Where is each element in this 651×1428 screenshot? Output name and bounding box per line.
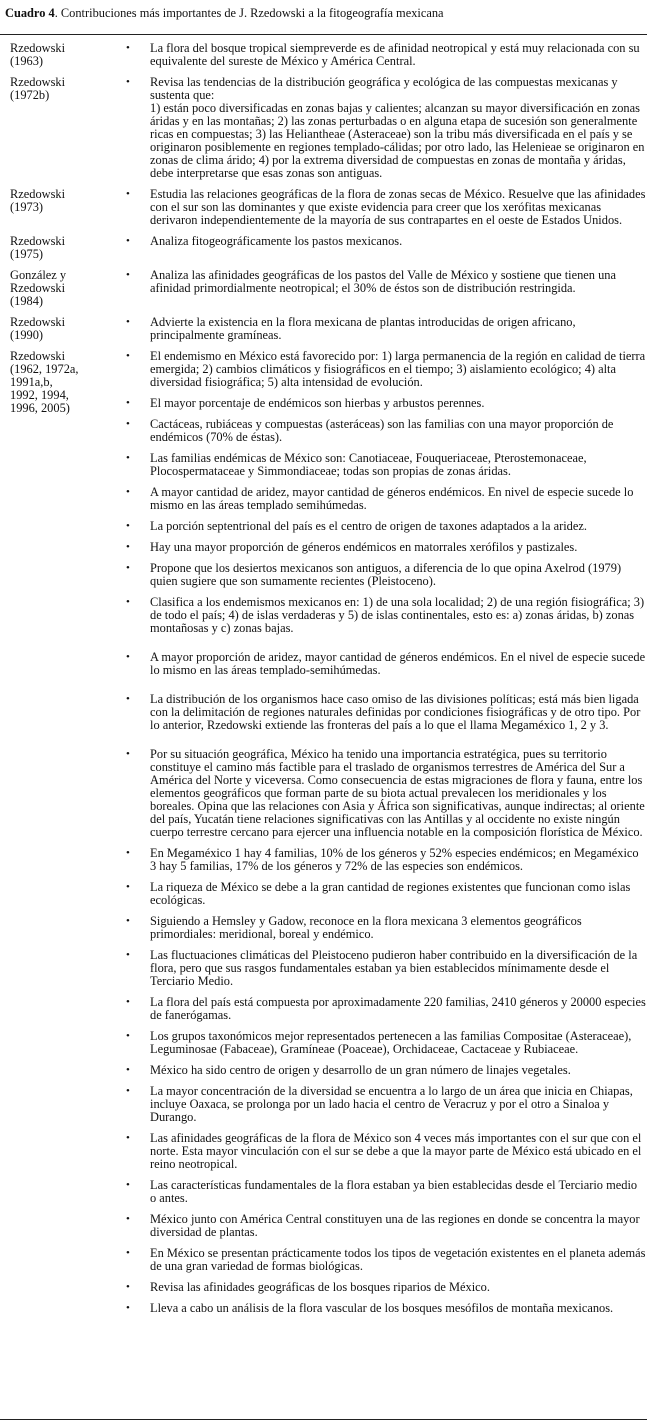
table-row xyxy=(0,235,646,261)
list-item xyxy=(122,693,646,732)
contribution-text: La flora del bosque tropical siempreverde es de afinidad neotropical y está muy relacionada con su equivalente del sureste de México y América Central. xyxy=(150,41,640,68)
contribution-text: La distribución de los organismos hace caso omiso de las divisiones políticas; está más bien ligada con la delimitación de regiones naturales definidas por condiciones fisiográficas y de otro tipo. Por lo anterior, Rzedowski extiende las fronteras del país a lo que el llama Megaméxico 1, 2 y 3. xyxy=(150,692,641,732)
list-item xyxy=(122,1281,646,1294)
bullet-icon: • xyxy=(126,949,130,961)
list-item xyxy=(122,316,646,342)
contribution-text: Las características fundamentales de la flora estaban ya bien establecidas desde el Terciario medio o antes. xyxy=(150,1178,638,1205)
table-row xyxy=(0,350,646,1315)
bullet-icon: • xyxy=(126,269,130,281)
author-cell: Rzedowski (1972b) xyxy=(10,75,66,102)
caption-text: . Contribuciones más importantes de J. Rzedowski a la fitogeografía mexicana xyxy=(54,6,444,20)
contribution-text: Advierte la existencia en la flora mexicana de plantas introducidas de origen africano, principalmente gramíneas. xyxy=(150,315,576,342)
bullet-icon: • xyxy=(126,76,130,88)
bullet-icon: • xyxy=(126,541,130,553)
bullet-icon: • xyxy=(126,350,130,362)
contribution-text: México ha sido centro de origen y desarrollo de un gran número de linajes vegetales. xyxy=(150,1063,571,1077)
list-item xyxy=(122,748,646,839)
contribution-list xyxy=(122,350,646,1315)
contribution-text: La porción septentrional del país es el centro de origen de taxones adaptados a la aridez. xyxy=(150,519,587,533)
list-item xyxy=(122,915,646,941)
contribution-text: A mayor cantidad de aridez, mayor cantidad de géneros endémicos. En nivel de especie sucede lo mismo en las áreas templado semihúmedas. xyxy=(150,485,634,512)
contribution-text: Analiza fitogeográficamente los pastos mexicanos. xyxy=(150,234,403,248)
contribution-text: Estudia las relaciones geográficas de la flora de zonas secas de México. Resuelve que las afinidades con el sur son las dominantes y que existe evidencia para creer que los xerófitas mexicanas derivaron independientemente de la mayoría de sus contrapartes en el oeste de Estados Unidos. xyxy=(150,187,646,227)
table-caption xyxy=(5,7,444,20)
contribution-list xyxy=(122,42,646,68)
contribution-text: Siguiendo a Hemsley y Gadow, reconoce en la flora mexicana 3 elementos geográficos primordiales: meridional, boreal y endémico. xyxy=(150,914,582,941)
contribution-list xyxy=(122,76,646,180)
author-cell: Rzedowski (1975) xyxy=(10,234,66,261)
contribution-text: Revisa las tendencias de la distribución geográfica y ecológica de las compuestas mexicanas y sustenta que: 1) están poco diversificadas en zonas bajas y calientes; alcanzan su mayor diversificación en zonas áridas y en las montañas; 2) las zonas perturbadas o en alguna etapa de sucesión son generalmente ricas en compuestas; 3) las Heliantheae (Asteraceae) son la tribu más diversificada en el país y se originaron posiblemente en regiones templado-cálidas; por otro lado, las Helenieae se originaron en zonas de clima árido; 4) por la extrema diversidad de compuestas en zonas de montaña y áridas, debe interpretarse que esas zonas son antiguas. xyxy=(150,75,645,180)
list-item xyxy=(122,350,646,389)
bullet-icon: • xyxy=(126,1281,130,1293)
list-item xyxy=(122,651,646,677)
contribution-text: Las familias endémicas de México son: Canotiaceae, Fouqueriaceae, Pterostemonaceae, Plocospermataceae y Simmondiaceae; todas son propias de zonas áridas. xyxy=(150,451,587,478)
bullet-icon: • xyxy=(126,316,130,328)
list-item xyxy=(122,1302,646,1315)
bullet-icon: • xyxy=(126,1085,130,1097)
contribution-text: La flora del país está compuesta por aproximadamente 220 familias, 2410 géneros y 20000 especies de fanerógamas. xyxy=(150,995,646,1022)
list-item xyxy=(122,397,646,410)
contribution-list xyxy=(122,316,646,342)
bullet-icon: • xyxy=(126,996,130,1008)
contribution-text: Los grupos taxonómicos mejor representados pertenecen a las familias Compositae (Asteraceae), Leguminosae (Fabaceae), Gramíneae (Poaceae), Orchidaceae, Cactaceae y Rubiaceae. xyxy=(150,1029,632,1056)
author-cell: Rzedowski (1990) xyxy=(10,315,66,342)
contribution-list xyxy=(122,188,646,227)
bullet-icon: • xyxy=(126,1213,130,1225)
contribution-text: Revisa las afinidades geográficas de los bosques riparios de México. xyxy=(150,1280,490,1294)
list-item xyxy=(122,1085,646,1124)
list-item xyxy=(122,562,646,588)
bullet-icon: • xyxy=(126,651,130,663)
bullet-icon: • xyxy=(126,418,130,430)
top-rule xyxy=(0,34,647,35)
bullet-icon: • xyxy=(126,452,130,464)
bullet-icon: • xyxy=(126,596,130,608)
list-item xyxy=(122,76,646,180)
contribution-text: La mayor concentración de la diversidad se encuentra a lo largo de un área que inicia en Chiapas, incluye Oaxaca, se prolonga por un lado hacia el centro de Veracruz y por el otro a Sinaloa y Durango. xyxy=(150,1084,633,1124)
contribution-text: En Megaméxico 1 hay 4 familias, 10% de los géneros y 52% especies endémicos; en Megaméxico 3 hay 5 familias, 17% de los géneros y 72% de las especies son endémicos. xyxy=(150,846,639,873)
list-item xyxy=(122,949,646,988)
contribution-text: Las afinidades geográficas de la flora de México son 4 veces más importantes con el sur que con el norte. Esta mayor vinculación con el sur se debe a que la mayor parte de México está ubicado en el reino neotropical. xyxy=(150,1131,642,1171)
contribution-text: Clasifica a los endemismos mexicanos en: 1) de una sola localidad; 2) de una región fisiográfica; 3) de todo el país; 4) de islas verdaderas y 5) de islas continentales, esto es: a) zonas áridas, b) zonas montañosas y c) zonas bajas. xyxy=(150,595,645,635)
list-item xyxy=(122,452,646,478)
contribution-text: Las fluctuaciones climáticas del Pleistoceno pudieron haber contribuido en la diversificación de la flora, pero que sus rasgos fundamentales estaban ya bien establecidos mínimamente desde el Terciario Medio. xyxy=(150,948,638,988)
bullet-icon: • xyxy=(126,881,130,893)
author-cell: Rzedowski (1973) xyxy=(10,187,66,214)
bullet-icon: • xyxy=(126,188,130,200)
bullet-icon: • xyxy=(126,562,130,574)
contribution-text: El endemismo en México está favorecido por: 1) larga permanencia de la región en calidad de tierra emergida; 2) cambios climáticos y fisiográficos en el tiempo; 3) aislamiento ecológico; 4) alta diversidad fisiográfica; 5) alta intensidad de evolución. xyxy=(150,349,646,389)
list-item xyxy=(122,235,646,248)
bullet-icon: • xyxy=(126,1247,130,1259)
contribution-text: En México se presentan prácticamente todos los tipos de vegetación existentes en el planeta además de una gran variedad de formas biológicas. xyxy=(150,1246,646,1273)
list-item xyxy=(122,42,646,68)
list-item xyxy=(122,881,646,907)
bullet-icon: • xyxy=(126,520,130,532)
bullet-icon: • xyxy=(126,1064,130,1076)
contribution-text: Analiza las afinidades geográficas de los pastos del Valle de México y sostiene que tienen una afinidad primordialmente neotropical; el 30% de éstos son de distribución restringida. xyxy=(150,268,616,295)
list-item xyxy=(122,418,646,444)
author-cell: González y Rzedowski (1984) xyxy=(10,268,67,308)
table-row xyxy=(0,269,646,308)
bullet-icon: • xyxy=(126,486,130,498)
list-item xyxy=(122,188,646,227)
contribution-list xyxy=(122,269,646,308)
contribution-text: México junto con América Central constituyen una de las regiones en donde se concentra la mayor diversidad de plantas. xyxy=(150,1212,640,1239)
author-cell: Rzedowski (1963) xyxy=(10,41,66,68)
contribution-text: A mayor proporción de aridez, mayor cantidad de géneros endémicos. En el nivel de especie sucede lo mismo en las áreas templado-semihúmedas. xyxy=(150,650,646,677)
list-item xyxy=(122,1064,646,1077)
contribution-text: Por su situación geográfica, México ha tenido una importancia estratégica, pues su territorio constituye el camino más factible para el traslado de organismos terrestres de América del Sur a América del Norte y viceversa. Como consecuencia de estas migraciones de flora y fauna, entre los elementos geográficos que forman parte de su biota actual prevalecen los meridionales y los boreales. Opina que las relaciones con Asia y África son significativas, aunque indirectas; al oriente del país, Yucatán tiene relaciones significativas con las Antillas y al occidente no existe ningún cuerpo terrestre cercano para ejercer una influencia notable en la composición florística de México. xyxy=(150,747,645,839)
list-item xyxy=(122,1179,646,1205)
list-item xyxy=(122,520,646,533)
list-item xyxy=(122,486,646,512)
list-item xyxy=(122,541,646,554)
list-item xyxy=(122,847,646,873)
list-item xyxy=(122,269,646,295)
contribution-text: El mayor porcentaje de endémicos son hierbas y arbustos perennes. xyxy=(150,396,485,410)
bullet-icon: • xyxy=(126,748,130,760)
bullet-icon: • xyxy=(126,1179,130,1191)
list-item xyxy=(122,1213,646,1239)
table-row xyxy=(0,188,646,227)
author-cell: Rzedowski (1962, 1972a, 1991a,b, 1992, 1994, 1996, 2005) xyxy=(10,349,79,415)
bullet-icon: • xyxy=(126,1132,130,1144)
bullet-icon: • xyxy=(126,1030,130,1042)
contribution-text: Hay una mayor proporción de géneros endémicos en matorrales xerófilos y pastizales. xyxy=(150,540,578,554)
bullet-icon: • xyxy=(126,397,130,409)
contribution-text: La riqueza de México se debe a la gran cantidad de regiones existentes que funcionan como islas ecológicas. xyxy=(150,880,631,907)
contribution-text: Lleva a cabo un análisis de la flora vascular de los bosques mesófilos de montaña mexicanos. xyxy=(150,1301,614,1315)
bullet-icon: • xyxy=(126,42,130,54)
list-item xyxy=(122,1247,646,1273)
table-row xyxy=(0,316,646,342)
list-item xyxy=(122,996,646,1022)
table-row xyxy=(0,42,646,68)
list-item xyxy=(122,596,646,635)
caption-label: Cuadro 4 xyxy=(5,6,55,20)
bottom-rule xyxy=(0,1419,647,1420)
bullet-icon: • xyxy=(126,915,130,927)
contribution-text: Cactáceas, rubiáceas y compuestas (asteráceas) son las familias con una mayor proporción de endémicos (70% de éstas). xyxy=(150,417,614,444)
contribution-list xyxy=(122,235,646,261)
list-item xyxy=(122,1132,646,1171)
table-row xyxy=(0,76,646,180)
bullet-icon: • xyxy=(126,693,130,705)
list-item xyxy=(122,1030,646,1056)
bullet-icon: • xyxy=(126,1302,130,1314)
contributions-table xyxy=(0,42,646,1323)
bullet-icon: • xyxy=(126,847,130,859)
contribution-text: Propone que los desiertos mexicanos son antiguos, a diferencia de lo que opina Axelrod (1979) quien sugiere que son sumamente recientes (Pleistoceno). xyxy=(150,561,622,588)
bullet-icon: • xyxy=(126,235,130,247)
